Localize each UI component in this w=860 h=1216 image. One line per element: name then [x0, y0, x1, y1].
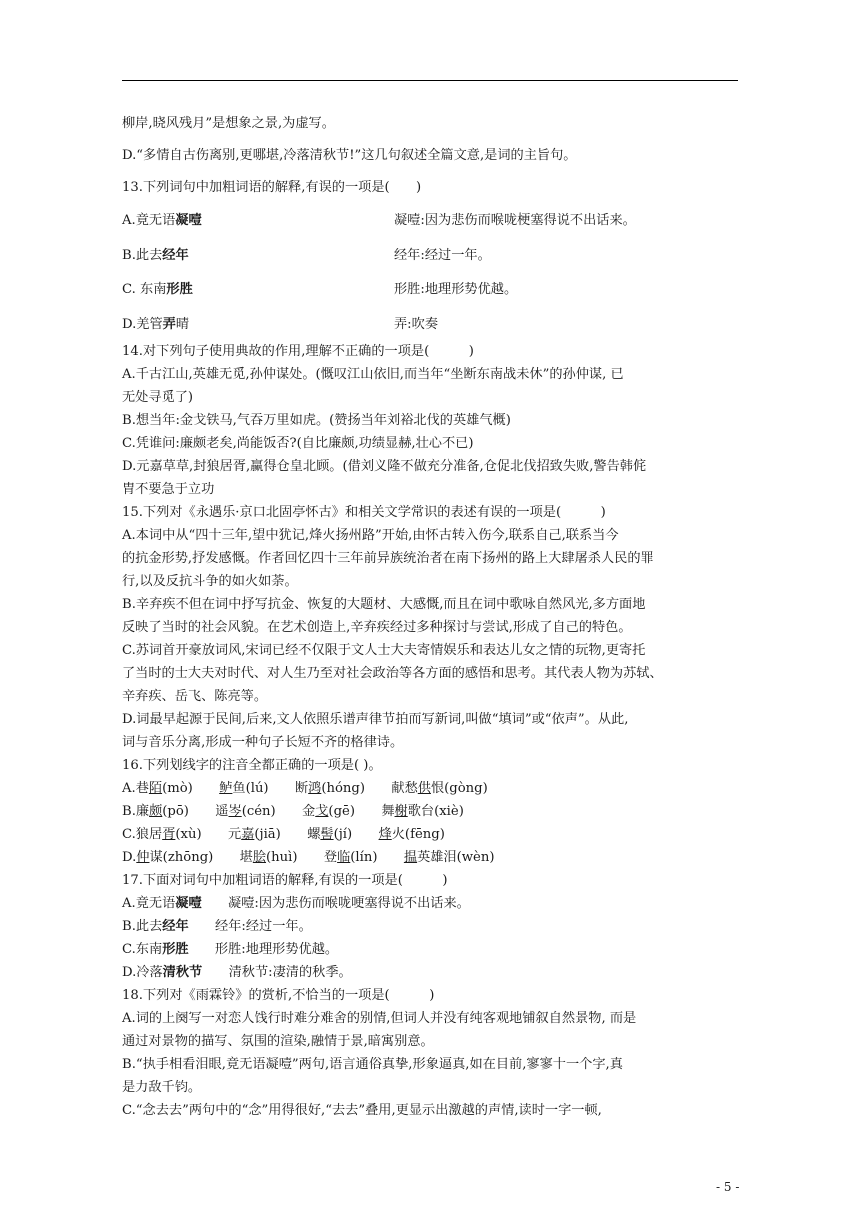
- underlined-char: 揾: [403, 850, 418, 865]
- underlined-char: 颇: [149, 804, 163, 819]
- text-line: 13.下列词句中加粗词语的解释,有误的一项是( ): [122, 180, 422, 195]
- underlined-char: 胥: [162, 827, 176, 842]
- text-line: D.仲谋(zhōng) 堪脍(huì) 登临(lín) 揾英雄泪(wèn): [122, 850, 495, 865]
- text-line: 18.下列对《雨霖铃》的赏析,不恰当的一项是( ): [122, 988, 435, 1003]
- bold-term: 经年: [162, 919, 189, 934]
- text-line: 是力敌千钧。: [122, 1080, 202, 1095]
- text-line: 辛弃疾、岳飞、陈亮等。: [122, 689, 268, 704]
- text-line: D.羌管弄晴 弄:吹奏: [122, 315, 189, 335]
- text-line: A.词的上阕写一对恋人饯行时难分难舍的别情,但词人并没有纯客观地铺叙自然景物, 而是: [122, 1011, 637, 1026]
- header-rule: [122, 80, 738, 81]
- text-line: 反映了当时的社会风貌。在艺术创造上,辛弃疾经过多种探讨与尝试,形成了自己的特色。: [122, 620, 632, 635]
- text-line: A.巷陌(mò) 鲈鱼(lú) 断鸿(hóng) 献愁供恨(gòng): [122, 781, 488, 796]
- term-gloss: 凝噎:因为悲伤而喉咙梗塞得说不出话来。: [394, 213, 636, 228]
- underlined-char: 仲: [136, 850, 150, 865]
- text-line: D.“多情自古伤离别,更哪堪,冷落清秋节!”这几句叙述全篇文意,是词的主旨句。: [122, 148, 577, 163]
- text-line: B.此去经年 经年:经过一年。: [122, 919, 312, 934]
- text-line: A.竟无语凝噎 凝噎:因为悲伤而喉咙梗塞得说不出话来。: [122, 211, 202, 231]
- text-line: 的抗金形势,抒发感慨。作者回忆四十三年前异族统治者在南下扬州的路上大肆屠杀人民的罪: [122, 551, 654, 566]
- underlined-char: 岑: [228, 804, 242, 819]
- underlined-char: 陌: [148, 781, 163, 796]
- text-line: 15.下列对《永遇乐·京口北固亭怀古》和相关文学常识的表述有误的一项是( ): [122, 505, 606, 520]
- text-line: B.廉颇(pō) 遥岑(cén) 金戈(gē) 舞榭歌台(xiè): [122, 804, 464, 819]
- underlined-char: 嘉: [241, 827, 255, 842]
- text-line: D.元嘉草草,封狼居胥,赢得仓皇北顾。(借刘义隆不做充分准备,仓促北伐招致失败,警告韩侂: [122, 459, 647, 474]
- term-gloss: 形胜:地理形势优越。: [394, 282, 518, 297]
- text-line: A.千古江山,英雄无觅,孙仲谋处。(慨叹江山依旧,而当年“坐断东南战未休”的孙仲谋, 已: [122, 367, 624, 382]
- underlined-char: 供: [417, 781, 431, 796]
- text-line: 16.下列划线字的注音全都正确的一项是( )。: [122, 758, 382, 773]
- text-line: B.想当年:金戈铁马,气吞万里如虎。(赞扬当年刘裕北伐的英雄气概): [122, 413, 511, 428]
- underlined-char: 鲈: [219, 781, 233, 796]
- text-line: C.“念去去”两句中的“念”用得很好,“去去”叠用,更显示出激越的声情,读时一字一顿,: [122, 1103, 602, 1118]
- text-line: 柳岸,晓风残月”是想象之景,为虚写。: [122, 116, 335, 131]
- underlined-char: 临: [337, 850, 351, 865]
- text-line: D.冷落清秋节 清秋节:凄清的秋季。: [122, 965, 352, 980]
- text-line: A.竟无语凝噎 凝噎:因为悲伤而喉咙哽塞得说不出话来。: [122, 896, 470, 911]
- bold-term: 清秋节: [162, 965, 203, 980]
- text-line: 无处寻觅了): [122, 390, 194, 405]
- bold-term: 弄: [162, 317, 176, 332]
- bold-term: 凝噎: [175, 896, 202, 911]
- text-line: B.辛弃疾不但在词中抒写抗金、恢复的大题材、大感慨,而且在词中歌咏自然风光,多方面地: [122, 597, 646, 612]
- text-line: A.本词中从“四十三年,望中犹记,烽火扬州路”开始,由怀古转入伤今,联系自己,联系当今: [122, 528, 619, 543]
- text-line: C.东南形胜 形胜:地理形势优越。: [122, 942, 339, 957]
- term-gloss: 弄:吹奏: [394, 317, 439, 332]
- text-line: 词与音乐分离,形成一种句子长短不齐的格律诗。: [122, 735, 404, 750]
- underlined-char: 脍: [252, 850, 267, 865]
- text-line: C.苏词首开豪放词风,宋词已经不仅限于文人士大夫寄情娱乐和表达儿女之情的玩物,更寄托: [122, 643, 646, 658]
- underlined-char: 烽: [378, 827, 392, 842]
- page-number: - 5 -: [716, 1180, 740, 1194]
- underlined-char: 髻: [320, 827, 334, 842]
- underlined-char: 鸿: [308, 781, 322, 796]
- bold-term: 凝噎: [175, 213, 202, 228]
- text-line: 17.下面对词句中加粗词语的解释,有误的一项是( ): [122, 873, 448, 888]
- bold-term: 形胜: [162, 942, 189, 957]
- text-line: 14.对下列句子使用典故的作用,理解不正确的一项是( ): [122, 344, 474, 359]
- text-line: D.词最早起源于民间,后来,文人依照乐谱声律节拍而写新词,叫做“填词”或“依声”。从此,: [122, 712, 629, 727]
- text-line: 胄不要急于立功: [122, 482, 215, 497]
- bold-term: 经年: [162, 248, 189, 263]
- text-line: B.“执手相看泪眼,竟无语凝噎”两句,语言通俗真挚,形象逼真,如在目前,寥寥十一个字,真: [122, 1057, 623, 1072]
- text-line: 行,以及反抗斗争的如火如荼。: [122, 574, 298, 589]
- underlined-char: 榭: [394, 804, 408, 819]
- text-line: 通过对景物的描写、氛围的渲染,融情于景,暗寓别意。: [122, 1034, 434, 1049]
- underlined-char: 戈: [315, 804, 329, 819]
- bold-term: 形胜: [166, 282, 193, 297]
- text-line: B.此去经年 经年:经过一年。: [122, 246, 189, 266]
- text-line: C. 东南形胜 形胜:地理形势优越。: [122, 280, 193, 300]
- term-gloss: 经年:经过一年。: [394, 248, 491, 263]
- text-line: 了当时的士大夫对时代、对人生乃至对社会政治等各方面的感悟和思考。其代表人物为苏轼、: [122, 666, 663, 681]
- text-line: C.狼居胥(xù) 元嘉(jiā) 螺髻(jí) 烽火(fēng): [122, 827, 445, 842]
- text-line: C.凭谁问:廉颇老矣,尚能饭否?(自比廉颇,功绩显赫,壮心不已): [122, 436, 474, 451]
